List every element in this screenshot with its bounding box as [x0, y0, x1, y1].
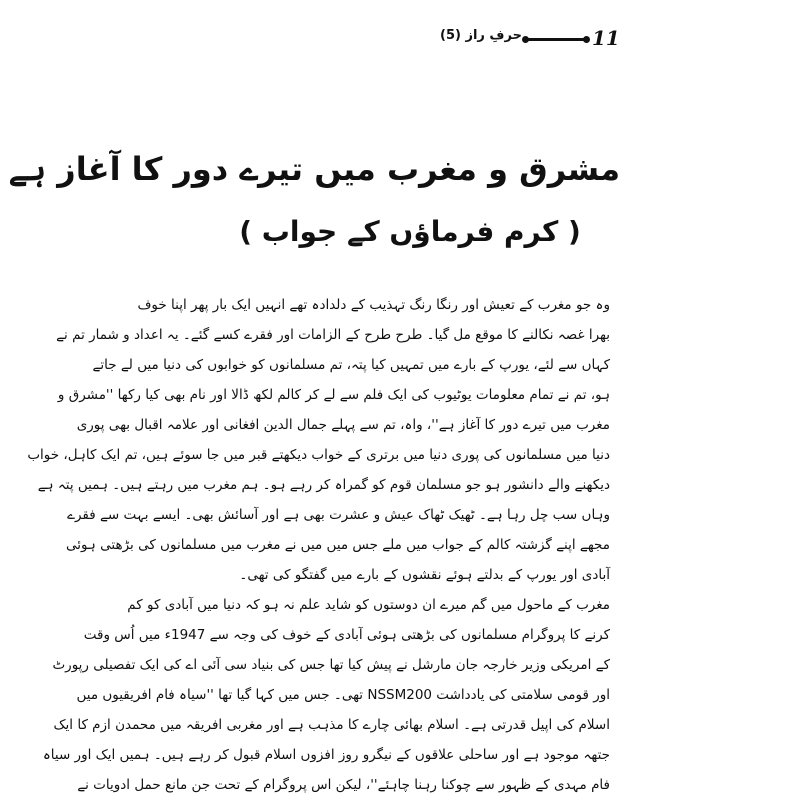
body-line: ہو، تم نے تمام معلومات یوٹیوب کی ایک فلم سے لے کر کالم لکھ ڈالا اور نام بھی کیا رکھا ''مشرق و — [57, 387, 610, 403]
body-line: کہاں سے لئے، یورپ کے بارے میں تمہیں کیا پتہ، تم مسلمانوں کو خوابوں کی دنیا میں لے جاتے — [92, 357, 610, 373]
running-title: حرفِ راز (5) — [440, 28, 522, 43]
body-line: بھرا غصہ نکالنے کا موقع مل گیا۔ طرح طرح کے الزامات اور فقرے کسے گئے۔ یہ اعداد و شمار تم نے — [56, 327, 610, 343]
body-line: مغرب کے ماحول میں گم میرے ان دوستوں کو شاید علم نہ ہو کہ دنیا میں آبادی کو کم — [127, 597, 610, 613]
body-line: کے امریکی وزیر خارجہ جان مارشل نے پیش کیا تھا جس کی بنیاد سی آئی اے کی ایک تفصیلی رپورٹ — [52, 657, 610, 673]
header-ornament-rule — [526, 38, 586, 41]
body-line: مجھے اپنے گزشتہ کالم کے جواب میں ملے جس میں میں نے مغرب میں مسلمانوں کی بڑھتی ہوئی — [65, 537, 610, 553]
header-ornament-dot — [583, 36, 590, 43]
article-subtitle: ( کرم فرماؤں کے جواب ) — [239, 215, 581, 248]
body-line: اسلام کی اپیل قدرتی ہے۔ اسلام بھائی چارے کا مذہب ہے اور مغربی افریقہ میں محمدن ازم کا ایک — [53, 717, 610, 733]
body-line: دیکھنے والے دانشور ہو جو مسلمان قوم کو گمراہ کر رہے ہو۔ ہم مغرب میں رہتے ہیں۔ ہمیں پتہ ہے — [37, 477, 610, 493]
body-line: فام مہدی کے ظہور سے چوکنا رہنا چاہئے''، لیکن اس پروگرام کے تحت جن مانع حمل ادویات نے — [77, 777, 610, 793]
article-title: مشرق و مغرب میں تیرے دور کا آغاز ہے — [8, 150, 620, 188]
body-line: دنیا میں مسلمانوں کی پوری دنیا میں برتری کے خواب دیکھتے قبر میں جا سوئے ہیں، تم ایک کاہل، خواب — [27, 447, 610, 463]
article-body — [27, 290, 610, 800]
body-line: وہاں سب چل رہا ہے۔ ٹھیک ٹھاک عیش و عشرت بھی ہے اور آسائش بھی۔ ایسے بہت سے فقرے — [67, 507, 610, 523]
body-line: جتھہ موجود ہے اور ساحلی علاقوں کے نیگرو روز افزوں اسلام قبول کر رہے ہیں۔ ہمیں ایک اور سیاہ — [42, 747, 610, 763]
body-line: کرنے کا پروگرام مسلمانوں کی بڑھتی ہوئی آبادی کے خوف کی وجہ سے 1947ء میں اُس وقت — [83, 627, 610, 643]
body-line: اور قومی سلامتی کی یادداشت NSSM200 تھی۔ جس میں کہا گیا تھا ''سیاہ فام افریقیوں میں — [76, 687, 610, 703]
body-line: آبادی اور یورپ کے بدلتے ہوئے نقشوں کے بارے میں گفتگو کی تھی۔ — [239, 567, 610, 583]
body-line: مغرب میں تیرے دور کا آغاز ہے''، واہ، تم سے پہلے جمال الدین افغانی اور علامہ اقبال بھی پوری — [76, 417, 610, 433]
running-header — [440, 26, 620, 52]
body-line: وہ جو مغرب کے تعیش اور رنگا رنگ تہذیب کے دلدادہ تھے انہیں ایک بار پھر اپنا خوف — [137, 297, 610, 313]
page-number: 11 — [592, 26, 620, 50]
